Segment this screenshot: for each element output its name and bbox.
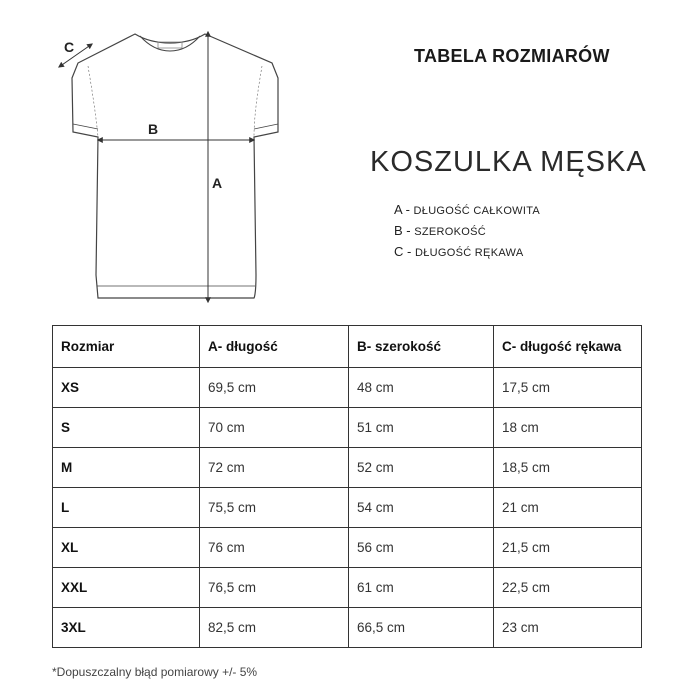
size-cell: XL (53, 528, 200, 568)
table-row (53, 608, 642, 648)
width-cell: 56 cm (349, 528, 494, 568)
header-width: B- szerokość (349, 326, 494, 368)
length-cell: 69,5 cm (200, 368, 349, 408)
header-length: A- długość (200, 326, 349, 368)
table-row (53, 368, 642, 408)
table-row (53, 528, 642, 568)
width-cell: 54 cm (349, 488, 494, 528)
legend-item-a: A - DŁUGOŚĆ CAŁKOWITA (394, 202, 541, 217)
width-cell: 52 cm (349, 448, 494, 488)
measure-c-label: C (64, 39, 75, 55)
table-row (53, 448, 642, 488)
length-cell: 72 cm (200, 448, 349, 488)
table-row (53, 488, 642, 528)
width-cell: 61 cm (349, 568, 494, 608)
sleeve-cell: 18 cm (494, 408, 642, 448)
tshirt-outline (72, 34, 278, 298)
sleeve-cell: 23 cm (494, 608, 642, 648)
size-cell: XS (53, 368, 200, 408)
page-title: TABELA ROZMIARÓW (414, 46, 610, 66)
length-cell: 76 cm (200, 528, 349, 568)
size-cell: M (53, 448, 200, 488)
length-cell: 76,5 cm (200, 568, 349, 608)
length-cell: 70 cm (200, 408, 349, 448)
length-cell: 82,5 cm (200, 608, 349, 648)
measure-a-label: A (212, 175, 223, 191)
width-cell: 48 cm (349, 368, 494, 408)
width-cell: 66,5 cm (349, 608, 494, 648)
table-row (53, 568, 642, 608)
size-cell: XXL (53, 568, 200, 608)
footnote: *Dopuszczalny błąd pomiarowy +/- 5% (52, 665, 258, 679)
length-cell: 75,5 cm (200, 488, 349, 528)
sleeve-cell: 18,5 cm (494, 448, 642, 488)
size-table (52, 325, 642, 648)
tshirt-diagram (40, 20, 300, 310)
size-cell: L (53, 488, 200, 528)
table-row (53, 408, 642, 448)
sleeve-cell: 21,5 cm (494, 528, 642, 568)
size-cell: S (53, 408, 200, 448)
size-cell: 3XL (53, 608, 200, 648)
product-title: KOSZULKA MĘSKA (370, 146, 647, 178)
measure-b-label: B (148, 121, 159, 137)
header-size: Rozmiar (53, 326, 200, 368)
sleeve-cell: 21 cm (494, 488, 642, 528)
measurement-legend (394, 200, 540, 263)
legend-item-c: C - DŁUGOŚĆ RĘKAWA (394, 244, 524, 259)
legend-item-b: B - SZEROKOŚĆ (394, 223, 487, 238)
width-cell: 51 cm (349, 408, 494, 448)
sleeve-cell: 22,5 cm (494, 568, 642, 608)
header-sleeve: C- długość rękawa (494, 326, 642, 368)
table-header-row (53, 326, 642, 368)
sleeve-cell: 17,5 cm (494, 368, 642, 408)
